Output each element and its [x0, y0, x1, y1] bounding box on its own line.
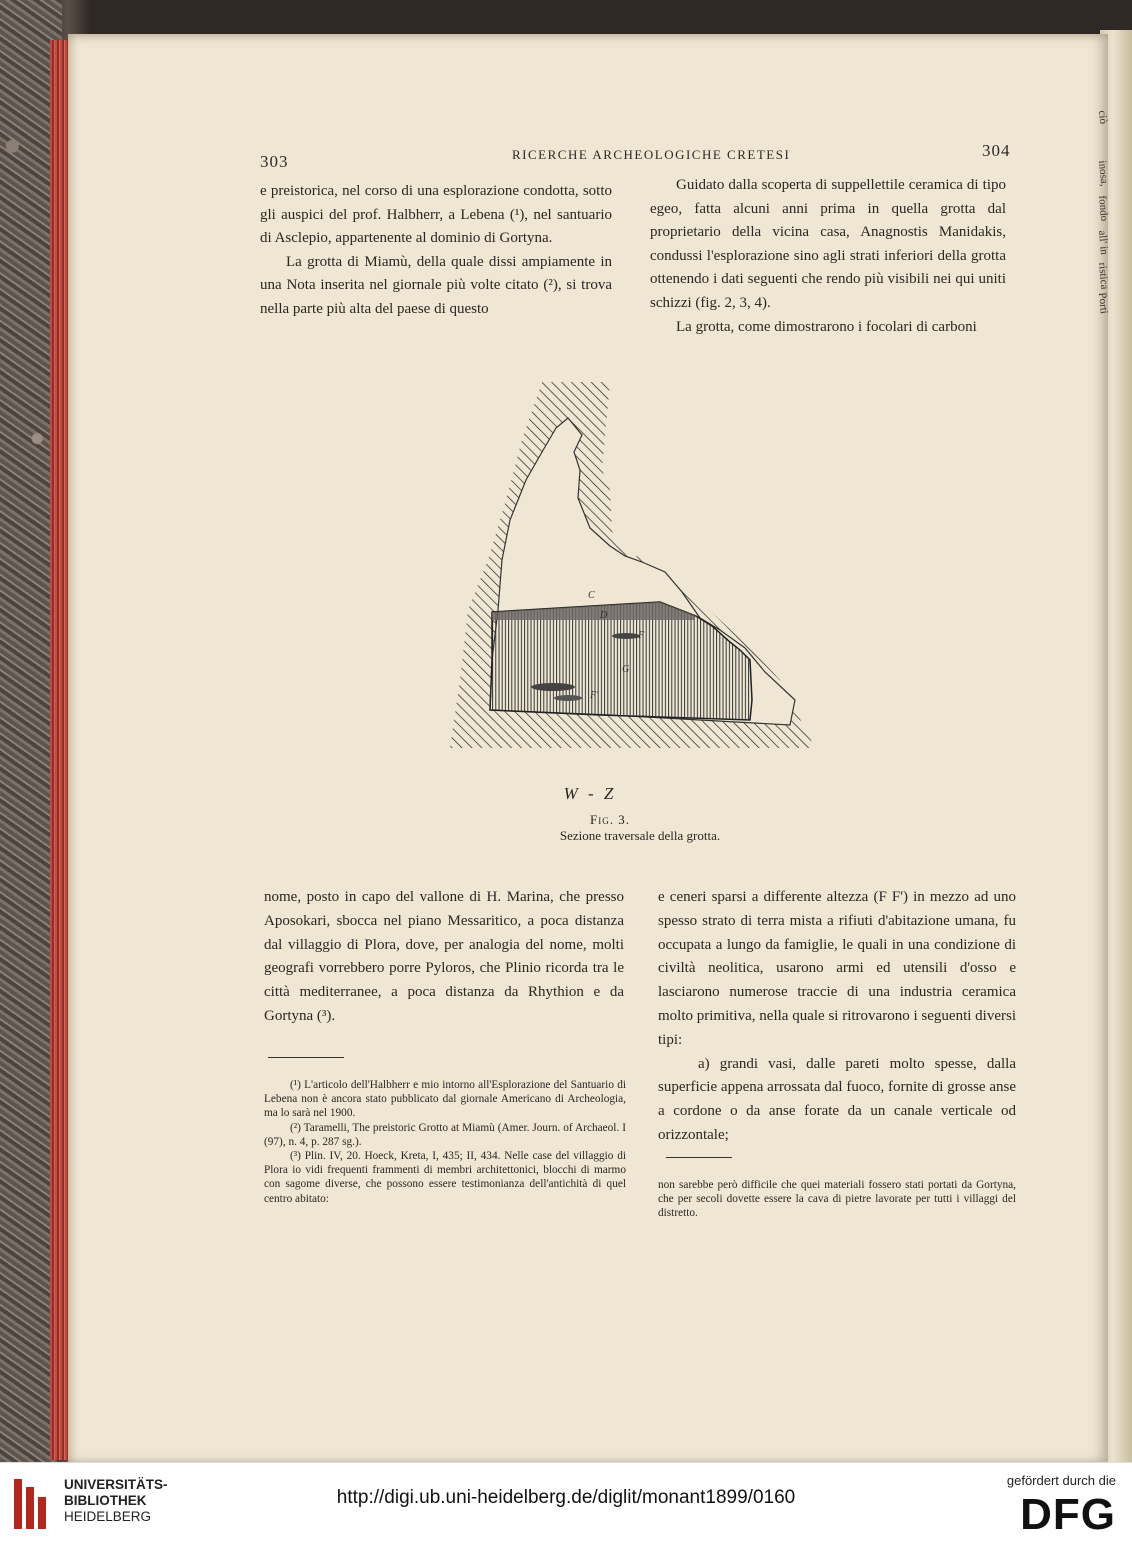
paragraph: Guidato dalla scoperta di suppellettile ceramica di tipo egeo, fatta alcuni anni prima in quella grotta dal proprietario della vicina casa, Anagnostis Manidakis, condussi l'esplorazione sino agli strati inferiori della grotta ottenendo i dati seguenti che rendo più visibili nei qui uniti schizzi (fig. 2, 3, 4).: [650, 177, 1006, 311]
upper-left-column: [260, 180, 612, 322]
hearth-layer: [554, 695, 582, 701]
lower-left-column: [264, 886, 624, 1029]
dfg-logo: DFG: [1020, 1490, 1116, 1539]
figure-label: Fig. 3.: [590, 812, 630, 827]
institution-line: HEIDELBERG: [64, 1509, 152, 1524]
permalink[interactable]: http://digi.ub.uni-heidelberg.de/diglit/monant1899/0160: [336, 1487, 796, 1508]
institution-line: UNIVERSITÄTS-: [64, 1477, 168, 1492]
facing-fragment: inosa,: [1096, 160, 1111, 187]
viewer-footer: [0, 1462, 1132, 1547]
hearth-layer: [612, 633, 640, 639]
facing-fragment: ristica: [1096, 262, 1111, 290]
running-title: RICERCHE ARCHEOLOGICHE CRETESI: [512, 147, 791, 162]
footnotes-right: [658, 1178, 1016, 1221]
page-number-left: 303: [260, 152, 289, 171]
paragraph: a) grandi vasi, dalle pareti molto spesse, dalla superficie appena arrossata dal fuoco, fornite di grosse anse a cordone o da anse forate da un canale verticale od orizzontale;: [658, 1055, 1016, 1143]
footnote-rule: [666, 1157, 732, 1158]
facing-fragment: ciò: [1096, 110, 1110, 125]
facing-fragment: Porti: [1096, 292, 1110, 315]
paragraph: La grotta, come dimostrarono i focolari di carboni: [676, 318, 977, 335]
figure-caption: Sezione traversale della grotta.: [559, 828, 721, 843]
sponsor-label: gefördert durch die: [1006, 1473, 1116, 1488]
footnote: (³) Plin. IV, 20. Hoeck, Kreta, I, 435; II, 434. Nelle case del villaggio di Plora io vidi frequenti frammenti di membri architettonici, blocchi di marmo con sagome diverse, che possono essere testimonianza dell'antichità di quel centro abitato:: [264, 1150, 626, 1205]
figure-letter: D: [600, 610, 608, 621]
footnote: (¹) L'articolo dell'Halbherr e mio intorno all'Esplorazione del Santuario di Lebena non è ancora stato pubblicato dal giornale Americano di Archeologia, ma lo sarà nel 1900.: [264, 1079, 626, 1120]
upper-right-column: [650, 174, 1006, 339]
figure-letter: C: [588, 590, 595, 601]
paragraph: e preistorica, nel corso di una esplorazione condotta, sotto gli auspici del prof. Halbherr, a Lebena (¹), nel santuario di Asclepio, appartenente al dominio di Gortyna.: [260, 183, 612, 247]
paragraph: nome, posto in capo del vallone di H. Marina, che presso Aposokari, sbocca nel piano Messaritico, a poca distanza dal villaggio di Plora, dove, per analogia del nome, molti geografi vorrebbero porre Pyloros, che Plinio ricorda tra le città mediterranee, a poca distanza da Rhythion e da Gortyna (³).: [264, 889, 624, 1024]
footnote: (²) Taramelli, The preistoric Grotto at Miamù (Amer. Journ. of Archaeol. I (97), n. 4, p. 287 sg.).: [264, 1121, 626, 1148]
facing-fragment: all' in: [1096, 230, 1111, 256]
figure-letter: F: [638, 630, 645, 641]
footnote: non sarebbe però difficile che quei materiali fossero stati portati da Gortyna, che per secoli dovette essere la cava di pietre lavorate per tutti i villaggi del distretto.: [658, 1179, 1016, 1220]
cave-section-figure: [450, 380, 830, 760]
hearth-layer: [531, 683, 575, 691]
paragraph: La grotta di Miamù, della quale dissi ampiamente in una Nota inserita nel giornale più volte citato (²), si trova nella parte più alta del paese di questo: [260, 253, 612, 317]
footnotes-left: [264, 1078, 626, 1206]
facing-fragment: fondo: [1096, 195, 1111, 222]
figure-letter: G: [622, 664, 630, 675]
lower-right-column: [658, 886, 1016, 1148]
page-number-right: 304: [982, 141, 1011, 160]
orientation-label: W - Z: [563, 784, 617, 803]
figure-letter: F': [590, 690, 599, 701]
institution-line: BIBLIOTHEK: [64, 1493, 147, 1508]
paragraph: e ceneri sparsi a differente altezza (F F') in mezzo ad uno spesso strato di terra mista a rifiuti d'abitazione umana, fu occupata a lungo da famiglie, le quali in una condizione di civiltà neolitica, usarono armi ed utensili d'osso e lasciarono numerose traccie di una industria ceramica molto primitiva, nella quale si ritrovarono i seguenti diversi tipi:: [658, 889, 1016, 1048]
footnote-rule: [268, 1057, 344, 1058]
